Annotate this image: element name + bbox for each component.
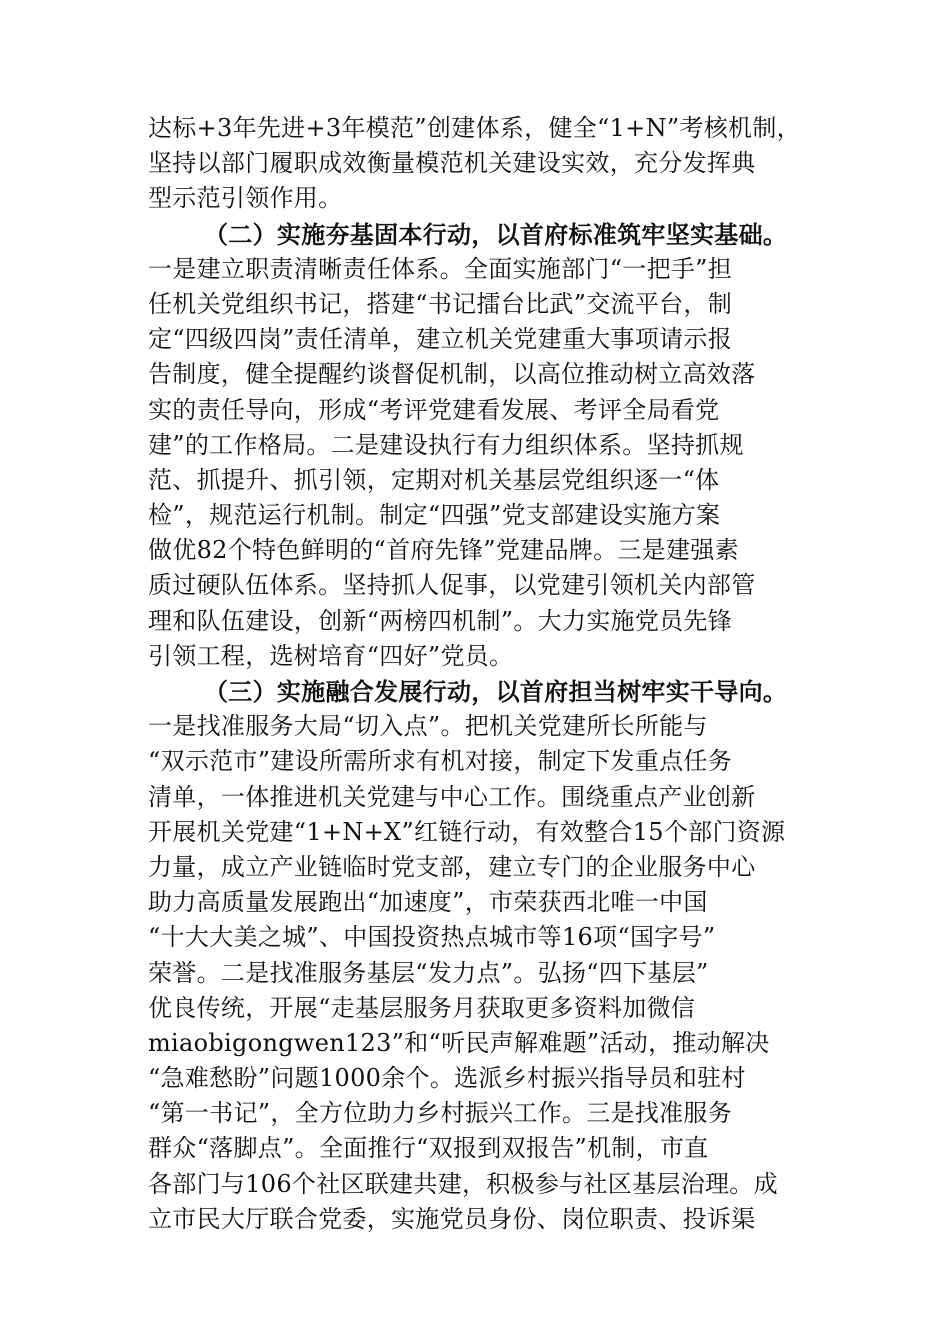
text-line: 荣誉。二是找准服务基层“发力点”。弘扬“四下基层” — [148, 958, 709, 987]
text-line: 任机关党组织书记，搭建“书记擂台比武”交流平台，制 — [148, 289, 733, 318]
text-line: “急难愁盼”问题1000余个。选派乡村振兴指导员和驻村 — [148, 1064, 746, 1093]
text-line: 各部门与106个社区联建共建，积极参与社区基层治理。成 — [148, 1169, 778, 1198]
text-line: 优良传统，开展“走基层服务月获取更多资料加微信 — [148, 993, 696, 1022]
text-line: 检”，规范运行机制。制定“四强”党支部建设实施方案 — [148, 501, 721, 530]
text-line: 立市民大厅联合党委，实施党员身份、岗位职责、投诉渠 — [148, 1204, 756, 1233]
text-line: “双示范市”建设所需所求有机对接，制定下发重点任务 — [148, 747, 733, 776]
text-line: 建”的工作格局。二是建设执行有力组织体系。坚持抓规 — [148, 430, 744, 459]
text-line: 引领工程，选树培育“四好”党员。 — [148, 641, 514, 670]
text-line: 实的责任导向，形成“考评党建看发展、考评全局看党 — [148, 395, 720, 424]
section-heading-3: （三）实施融合发展行动，以首府担当树牢实干导向。 — [204, 677, 788, 706]
text-line: 开展机关党建“1+N+X”红链行动，有效整合15个部门资源 — [148, 817, 786, 846]
text-line: 范、抓提升、抓引领，定期对机关基层党组织逐一“体 — [148, 465, 720, 494]
text-line: 质过硬队伍体系。坚持抓人促事，以党建引领机关内部管 — [148, 571, 756, 600]
text-line: “十大大美之城”、中国投资热点城市等16项“国字号” — [148, 923, 716, 952]
text-line: 理和队伍建设，创新“两榜四机制”。大力实施党员先锋 — [148, 606, 733, 635]
text-line: 告制度，健全提醒约谈督促机制，以高位推动树立高效落 — [148, 360, 756, 389]
text-line: 坚持以部门履职成效衡量模范机关建设实效，充分发挥典 — [148, 149, 756, 178]
text-line: miaobigongwen123”和“听民声解难题”活动，推动解决 — [148, 1028, 770, 1057]
text-line: “第一书记”，全方位助力乡村振兴工作。三是找准服务 — [148, 1099, 733, 1128]
text-line: 定“四级四岗”责任清单，建立机关党建重大事项请示报 — [148, 325, 733, 354]
text-line: 清单，一体推进机关党建与中心工作。围绕重点产业创新 — [148, 782, 756, 811]
text-line: 一是找准服务大局“切入点”。把机关党建所长所能与 — [148, 712, 708, 741]
text-line: 做优82个特色鲜明的“首府先锋”党建品牌。三是建强素 — [148, 536, 739, 565]
text-line: 一是建立职责清晰责任体系。全面实施部门“一把手”担 — [148, 254, 733, 283]
text-line: 助力高质量发展跑出“加速度”，市荣获西北唯一中国 — [148, 888, 708, 917]
document-body — [148, 111, 812, 1237]
text-line: 群众“落脚点”。全面推行“双报到双报告”机制，市直 — [148, 1134, 709, 1163]
text-line: 力量，成立产业链临时党支部，建立专门的企业服务中心 — [148, 852, 756, 881]
text-line: 型示范引领作用。 — [148, 184, 343, 213]
text-line: 达标+3年先进+3年模范”创建体系，健全“1+N”考核机制， — [148, 114, 801, 142]
section-heading-2: （二）实施夯基固本行动，以首府标准筑牢坚实基础。 — [204, 219, 788, 249]
